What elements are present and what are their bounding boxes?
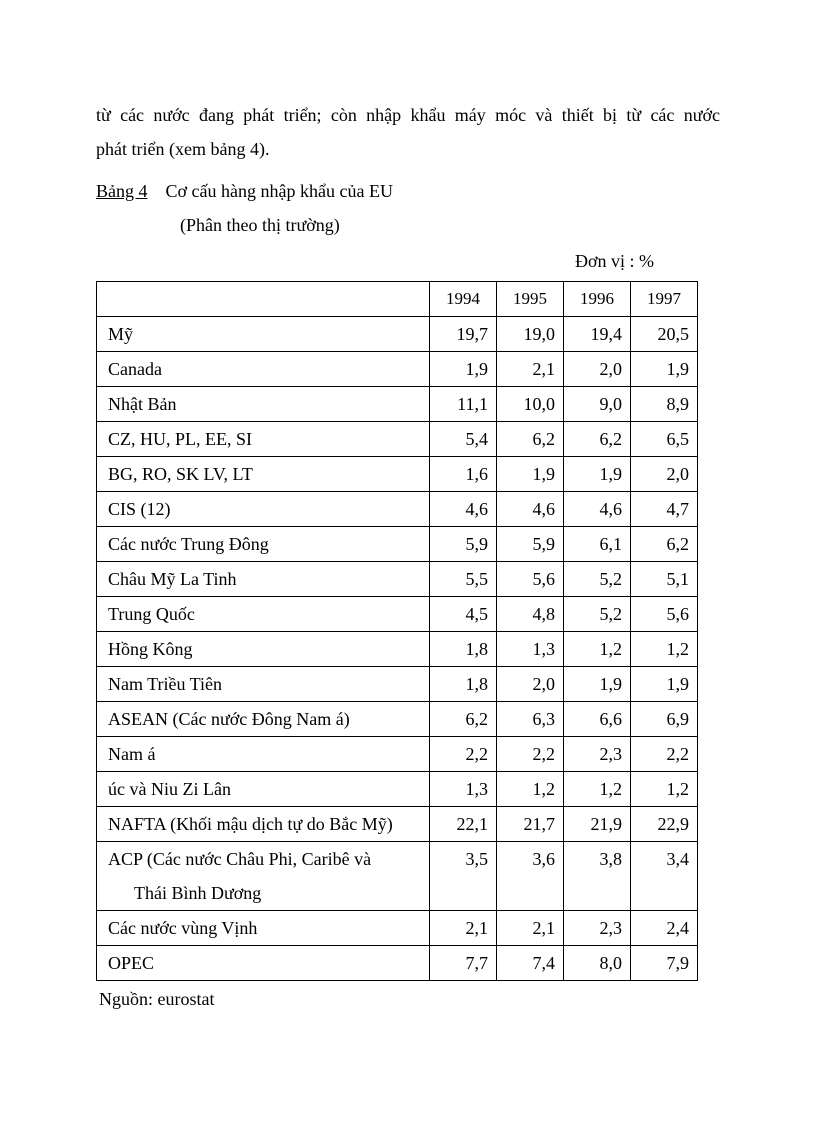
cell-1995: 4,6 — [497, 492, 564, 527]
table-row — [97, 667, 698, 702]
cell-1995: 2,1 — [497, 911, 564, 946]
row-label — [97, 842, 430, 911]
table-row — [97, 842, 698, 911]
table-row — [97, 562, 698, 597]
row-label: ASEAN (Các nước Đông Nam á) — [97, 702, 430, 737]
row-label: Các nước vùng Vịnh — [97, 911, 430, 946]
cell-1997: 22,9 — [631, 807, 698, 842]
cell-1995: 10,0 — [497, 387, 564, 422]
cell-1994: 1,3 — [430, 772, 497, 807]
paragraph-line-1: từ các nước đang phát triển; còn nhập khẩu máy móc và thiết bị từ các nước — [96, 105, 720, 125]
table-row — [97, 422, 698, 457]
cell-1997: 1,2 — [631, 772, 698, 807]
table-label: Bảng 4 — [96, 181, 148, 201]
cell-1996: 2,3 — [564, 737, 631, 772]
cell-1997: 2,2 — [631, 737, 698, 772]
table-row — [97, 807, 698, 842]
cell-1995: 7,4 — [497, 946, 564, 981]
row-label: Mỹ — [97, 317, 430, 352]
cell-1996: 6,1 — [564, 527, 631, 562]
cell-1997: 1,9 — [631, 667, 698, 702]
cell-1995: 6,2 — [497, 422, 564, 457]
body-paragraph — [96, 98, 720, 166]
cell-1994: 4,6 — [430, 492, 497, 527]
cell-1994: 1,6 — [430, 457, 497, 492]
cell-1994: 4,5 — [430, 597, 497, 632]
cell-1995: 3,6 — [497, 842, 564, 911]
row-label-line-2: Thái Bình Dương — [134, 883, 262, 903]
cell-1994: 22,1 — [430, 807, 497, 842]
row-label: Nhật Bản — [97, 387, 430, 422]
table-row — [97, 737, 698, 772]
table-row — [97, 597, 698, 632]
table-row — [97, 527, 698, 562]
cell-1997: 3,4 — [631, 842, 698, 911]
cell-1995: 19,0 — [497, 317, 564, 352]
cell-1995: 2,0 — [497, 667, 564, 702]
row-label: Hồng Kông — [97, 632, 430, 667]
table-subtitle: (Phân theo thị trường) — [180, 215, 340, 235]
cell-1997: 5,1 — [631, 562, 698, 597]
cell-1996: 2,0 — [564, 352, 631, 387]
cell-1996: 1,9 — [564, 667, 631, 702]
table-row — [97, 772, 698, 807]
cell-1996: 2,3 — [564, 911, 631, 946]
cell-1996: 1,9 — [564, 457, 631, 492]
cell-1997: 20,5 — [631, 317, 698, 352]
cell-1997: 4,7 — [631, 492, 698, 527]
cell-1994: 7,7 — [430, 946, 497, 981]
row-label: Trung Quốc — [97, 597, 430, 632]
header-cell-1996: 1996 — [564, 282, 631, 317]
table-unit: Đơn vị : % — [575, 251, 655, 271]
cell-1994: 5,9 — [430, 527, 497, 562]
cell-1995: 4,8 — [497, 597, 564, 632]
row-label: BG, RO, SK LV, LT — [97, 457, 430, 492]
cell-1996: 4,6 — [564, 492, 631, 527]
cell-1994: 6,2 — [430, 702, 497, 737]
table-row — [97, 317, 698, 352]
cell-1996: 1,2 — [564, 772, 631, 807]
cell-1997: 1,9 — [631, 352, 698, 387]
cell-1995: 5,9 — [497, 527, 564, 562]
row-label: úc và Niu Zi Lân — [97, 772, 430, 807]
cell-1997: 6,5 — [631, 422, 698, 457]
cell-1997: 7,9 — [631, 946, 698, 981]
row-label: Châu Mỹ La Tinh — [97, 562, 430, 597]
row-label: OPEC — [97, 946, 430, 981]
row-label: Canada — [97, 352, 430, 387]
header-cell-empty — [97, 282, 430, 317]
cell-1994: 11,1 — [430, 387, 497, 422]
row-label: Nam Triều Tiên — [97, 667, 430, 702]
table-caption — [96, 178, 393, 204]
cell-1994: 2,1 — [430, 911, 497, 946]
paragraph-line-2: phát triển (xem bảng 4). — [96, 139, 270, 159]
cell-1995: 21,7 — [497, 807, 564, 842]
cell-1997: 2,4 — [631, 911, 698, 946]
table-row — [97, 492, 698, 527]
cell-1994: 5,4 — [430, 422, 497, 457]
cell-1997: 2,0 — [631, 457, 698, 492]
row-label: CZ, HU, PL, EE, SI — [97, 422, 430, 457]
cell-1997: 5,6 — [631, 597, 698, 632]
cell-1994: 3,5 — [430, 842, 497, 911]
table-row — [97, 911, 698, 946]
cell-1996: 9,0 — [564, 387, 631, 422]
cell-1995: 5,6 — [497, 562, 564, 597]
cell-1995: 2,1 — [497, 352, 564, 387]
cell-1994: 1,9 — [430, 352, 497, 387]
row-label: CIS (12) — [97, 492, 430, 527]
table-source: Nguồn: eurostat — [99, 989, 215, 1009]
cell-1996: 5,2 — [564, 562, 631, 597]
cell-1994: 5,5 — [430, 562, 497, 597]
table-row — [97, 946, 698, 981]
cell-1994: 1,8 — [430, 632, 497, 667]
cell-1997: 8,9 — [631, 387, 698, 422]
table-header-row — [97, 282, 698, 317]
cell-1997: 6,2 — [631, 527, 698, 562]
cell-1996: 3,8 — [564, 842, 631, 911]
cell-1995: 1,2 — [497, 772, 564, 807]
table-row — [97, 457, 698, 492]
cell-1995: 1,9 — [497, 457, 564, 492]
cell-1995: 1,3 — [497, 632, 564, 667]
cell-1995: 2,2 — [497, 737, 564, 772]
cell-1996: 8,0 — [564, 946, 631, 981]
cell-1996: 19,4 — [564, 317, 631, 352]
cell-1996: 1,2 — [564, 632, 631, 667]
cell-1997: 6,9 — [631, 702, 698, 737]
table-row — [97, 702, 698, 737]
table-title: Cơ cấu hàng nhập khẩu của EU — [165, 181, 393, 201]
cell-1994: 19,7 — [430, 317, 497, 352]
header-cell-1995: 1995 — [497, 282, 564, 317]
cell-1996: 6,6 — [564, 702, 631, 737]
cell-1997: 1,2 — [631, 632, 698, 667]
cell-1996: 6,2 — [564, 422, 631, 457]
table-row — [97, 632, 698, 667]
row-label: NAFTA (Khối mậu dịch tự do Bắc Mỹ) — [97, 807, 430, 842]
cell-1995: 6,3 — [497, 702, 564, 737]
cell-1996: 5,2 — [564, 597, 631, 632]
import-structure-table — [96, 281, 698, 981]
row-label-line-1: ACP (Các nước Châu Phi, Caribê và — [108, 849, 372, 869]
header-cell-1994: 1994 — [430, 282, 497, 317]
table-row — [97, 352, 698, 387]
header-cell-1997: 1997 — [631, 282, 698, 317]
cell-1996: 21,9 — [564, 807, 631, 842]
row-label: Các nước Trung Đông — [97, 527, 430, 562]
table-row — [97, 387, 698, 422]
row-label: Nam á — [97, 737, 430, 772]
cell-1994: 2,2 — [430, 737, 497, 772]
cell-1994: 1,8 — [430, 667, 497, 702]
